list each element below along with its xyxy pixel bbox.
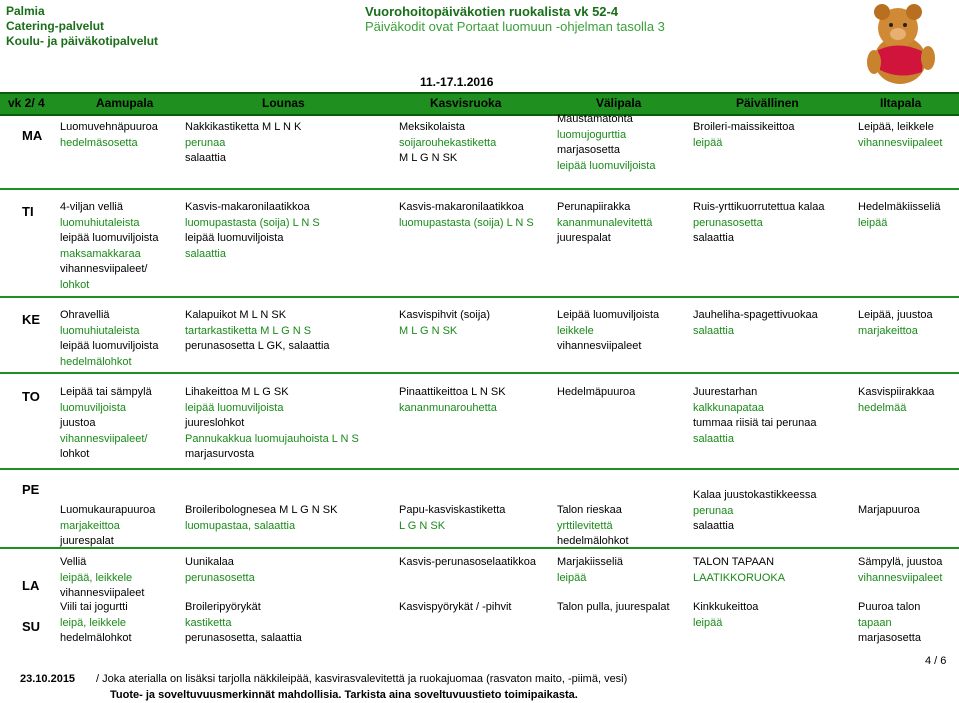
- menu-item: juurespalat: [60, 535, 114, 547]
- footer-disclaimer: Tuote- ja soveltuvuusmerkinnät mahdollisia. Tarkista aina soveltuvuustieto toimipaikasta.: [110, 689, 578, 701]
- menu-item: marjasosetta: [858, 632, 921, 644]
- menu-cell-paivallinen: [693, 120, 794, 151]
- menu-item: Talon rieskaa: [557, 504, 622, 516]
- menu-item: Juurestarhan: [693, 386, 758, 398]
- menu-item: hedelmälohkot: [557, 535, 629, 547]
- menu-item: kastiketta: [185, 616, 232, 629]
- menu-item: leipää luomuviljoista: [557, 159, 656, 172]
- menu-item: vihannesviipaleet/: [60, 263, 148, 275]
- menu-cell-lounas: [185, 120, 301, 167]
- menu-cell-aamupala: [60, 385, 152, 463]
- menu-item: marjasosetta: [557, 144, 620, 156]
- menu-item: vihannesviipaleet/: [60, 432, 148, 445]
- menu-cell-paivallinen: [693, 308, 818, 339]
- menu-item: Ruis-yrttikuorrutettua kalaa: [693, 201, 825, 213]
- menu-cell-kasvis: [399, 600, 511, 616]
- page-number: 4 / 6: [925, 655, 947, 667]
- menu-cell-kasvis: [399, 555, 536, 571]
- col-iltapala: Iltapala: [880, 96, 922, 110]
- menu-cell-paivallinen: [693, 488, 817, 535]
- row-divider: [0, 296, 959, 298]
- menu-item: marjakeittoa: [60, 519, 120, 532]
- menu-item: leipä, leikkele: [60, 616, 127, 629]
- menu-item: salaattia: [693, 232, 734, 244]
- menu-item: Kasvispyörykät / -pihvit: [399, 601, 512, 613]
- menu-item: Kasvis-makaronilaatikkoa: [185, 201, 310, 213]
- col-paivallinen: Päivällinen: [736, 96, 799, 110]
- menu-item: salaattia: [693, 324, 734, 337]
- menu-cell-iltapala: [858, 503, 920, 519]
- menu-item: M L G N SK: [399, 324, 458, 337]
- menu-cell-lounas: [185, 385, 359, 463]
- menu-item: Kasvis-makaronilaatikkoa: [399, 201, 524, 213]
- menu-item: salaattia: [185, 247, 226, 260]
- menu-item: Leipää luomuviljoista: [557, 309, 660, 321]
- menu-item: Broileripyörykät: [185, 601, 261, 613]
- header-title-block: [365, 4, 665, 34]
- header-org: [6, 4, 158, 49]
- menu-item: perunasosetta, salaattia: [185, 632, 302, 644]
- menu-item: Meksikolaista: [399, 121, 466, 133]
- menu-item: luomuhiutaleista: [60, 216, 140, 229]
- menu-item: luomuviljoista: [60, 401, 127, 414]
- menu-item: Leipää, leikkele: [858, 121, 934, 133]
- menu-item: hedelmää: [858, 401, 907, 414]
- menu-cell-iltapala: [858, 120, 942, 151]
- menu-item: perunasosetta L GK, salaattia: [185, 340, 330, 352]
- menu-cell-kasvis: [399, 503, 505, 534]
- menu-item: kalkkunapataa: [693, 401, 764, 414]
- org-name: Palmia: [6, 4, 45, 18]
- menu-cell-paivallinen: [693, 200, 824, 247]
- menu-item: Kalaa juustokastikkeessa: [693, 489, 817, 501]
- menu-item: Jauheliha-spagettivuokaa: [693, 309, 818, 321]
- menu-cell-valipala: [557, 308, 659, 355]
- menu-item: marjasurvosta: [185, 448, 255, 460]
- menu-item: kananmunarouhetta: [399, 401, 497, 414]
- menu-cell-valipala: [557, 385, 635, 401]
- menu-item: Broileribolognesea M L G N SK: [185, 504, 338, 516]
- menu-cell-iltapala: [858, 555, 942, 586]
- menu-cell-kasvis: [399, 120, 496, 167]
- footer-date: 23.10.2015: [20, 673, 76, 685]
- menu-cell-lounas: [185, 600, 302, 647]
- org-unit: Koulu- ja päiväkotipalvelut: [6, 34, 159, 48]
- menu-cell-iltapala: [858, 385, 934, 416]
- menu-item: marjakeittoa: [858, 324, 918, 337]
- menu-cell-aamupala: [60, 555, 144, 602]
- menu-cell-paivallinen: [693, 385, 817, 447]
- menu-cell-valipala: [557, 503, 629, 550]
- menu-item: tartarkastiketta M L G N S: [185, 324, 312, 337]
- menu-cell-paivallinen: [693, 600, 758, 631]
- menu-item: juurespalat: [557, 232, 611, 244]
- menu-item: M L G N SK: [399, 152, 458, 164]
- menu-cell-paivallinen: [693, 555, 785, 586]
- menu-item: Kasvispihvit (soija): [399, 309, 491, 321]
- col-valipala: Välipala: [596, 96, 642, 110]
- menu-cell-iltapala: [858, 200, 941, 231]
- menu-item: Puuroa talon: [858, 601, 921, 613]
- menu-item: Sämpylä, juustoa: [858, 556, 943, 568]
- menu-item: Luomukaurapuuroa: [60, 504, 156, 516]
- menu-item: luomupastasta (soija) L N S: [185, 216, 320, 229]
- menu-item: perunaa: [693, 504, 734, 517]
- menu-item: lohkot: [60, 278, 90, 291]
- menu-cell-aamupala: [60, 503, 155, 550]
- column-header-row: [0, 92, 959, 116]
- menu-item: soijarouhekastiketta: [399, 136, 497, 149]
- row-divider: [0, 372, 959, 374]
- menu-item: Viili tai jogurtti: [60, 601, 128, 613]
- menu-item: hedelmälohkot: [60, 355, 132, 368]
- menu-item: Papu-kasviskastiketta: [399, 504, 506, 516]
- menu-item: salaattia: [185, 152, 226, 164]
- menu-item: luomuhiutaleista: [60, 324, 140, 337]
- menu-cell-valipala: [557, 600, 670, 616]
- menu-cell-lounas: [185, 555, 255, 586]
- row-divider: [0, 188, 959, 190]
- menu-cell-aamupala: [60, 200, 158, 293]
- menu-item: vihannesviipaleet: [858, 136, 943, 149]
- menu-item: Pannukakkua luomujauhoista L N S: [185, 432, 359, 445]
- menu-item: leipää luomuviljoista: [185, 232, 284, 244]
- menu-item: leipää: [693, 616, 723, 629]
- footer-note: / Joka aterialla on lisäksi tarjolla näkkileipää, kasvirasvalevitettä ja ruokajuomaa (rasvaton maito, -piimä, vesi): [96, 673, 628, 685]
- day-label: PE: [22, 482, 40, 497]
- menu-item: luomupastasta (soija) L N S: [399, 216, 534, 229]
- menu-item: luomupastaa, salaattia: [185, 519, 296, 532]
- menu-item: salaattia: [693, 432, 734, 445]
- day-label: KE: [22, 312, 41, 327]
- menu-item: Nakkikastiketta M L N K: [185, 121, 302, 133]
- menu-item: Talon pulla, juurespalat: [557, 601, 670, 613]
- org-division: Catering-palvelut: [6, 19, 105, 33]
- menu-item: luomujogurttia: [557, 128, 627, 141]
- col-week: vk 2/ 4: [8, 96, 45, 110]
- menu-item: kananmunalevitettä: [557, 216, 653, 229]
- menu-item: Perunapiirakka: [557, 201, 631, 213]
- row-divider: [0, 468, 959, 470]
- menu-item: leipää, leikkele: [60, 571, 133, 584]
- menu-item: leikkele: [557, 324, 594, 337]
- menu-item: lohkot: [60, 448, 90, 460]
- menu-cell-lounas: [185, 200, 320, 262]
- day-label: TI: [22, 204, 34, 219]
- menu-item: hedelmäsosetta: [60, 136, 138, 149]
- menu-item: Kasvis-perunasoselaatikkoa: [399, 556, 536, 568]
- menu-item: leipää: [693, 136, 723, 149]
- menu-item: leipää: [858, 216, 888, 229]
- day-label: LA: [22, 578, 40, 593]
- menu-cell-valipala: [557, 555, 623, 586]
- menu-item: Lihakeittoa M L G SK: [185, 386, 289, 398]
- menu-item: Kasvispiirakkaa: [858, 386, 935, 398]
- menu-cell-lounas: [185, 503, 337, 534]
- menu-item: perunasosetta: [693, 216, 763, 229]
- menu-item: Leipää, juustoa: [858, 309, 933, 321]
- menu-item: leipää luomuviljoista: [60, 340, 159, 352]
- menu-cell-kasvis: [399, 200, 534, 231]
- menu-item: Pinaattikeittoa L N SK: [399, 386, 506, 398]
- menu-cell-iltapala: [858, 600, 921, 647]
- menu-cell-iltapala: [858, 308, 933, 339]
- menu-item: Marjakiisseliä: [557, 556, 624, 568]
- menu-item: Uunikalaa: [185, 556, 234, 568]
- day-label: SU: [22, 619, 41, 634]
- day-label: MA: [22, 128, 43, 143]
- menu-item: Luomuvehnäpuuroa: [60, 121, 158, 133]
- menu-item: leipää luomuviljoista: [185, 401, 284, 414]
- teddy-bear-icon: [838, 0, 958, 90]
- menu-cell-kasvis: [399, 385, 506, 416]
- menu-item: leipää: [557, 571, 587, 584]
- menu-item: juustoa: [60, 417, 96, 429]
- menu-item: Maustamatonta: [557, 113, 633, 125]
- menu-item: vihannesviipaleet: [60, 587, 145, 599]
- col-kasvisruoka: Kasvisruoka: [430, 96, 502, 110]
- menu-item: perunasosetta: [185, 571, 255, 584]
- page-title: Vuorohoitopäiväkotien ruokalista vk 52-4: [365, 4, 619, 19]
- menu-item: tapaan: [858, 616, 892, 629]
- menu-item: Velliä: [60, 556, 87, 568]
- menu-item: TALON TAPAAN: [693, 556, 775, 568]
- menu-cell-valipala: [557, 200, 652, 247]
- menu-item: salaattia: [693, 520, 734, 532]
- menu-item: perunaa: [185, 136, 226, 149]
- menu-item: L G N SK: [399, 519, 446, 532]
- menu-item: leipää luomuviljoista: [60, 232, 159, 244]
- menu-item: juureslohkot: [185, 417, 245, 429]
- col-aamupala: Aamupala: [96, 96, 154, 110]
- menu-item: Leipää tai sämpylä: [60, 386, 152, 398]
- menu-cell-aamupala: [60, 600, 132, 647]
- menu-item: Ohravelliä: [60, 309, 110, 321]
- menu-item: Hedelmäpuuroa: [557, 386, 636, 398]
- menu-item: maksamakkaraa: [60, 247, 141, 260]
- date-range: 11.-17.1.2016: [420, 75, 494, 89]
- menu-item: yrttilevitettä: [557, 519, 613, 532]
- menu-cell-aamupala: [60, 120, 158, 151]
- menu-item: 4-viljan velliä: [60, 201, 123, 213]
- menu-cell-valipala: [557, 112, 655, 174]
- day-label: TO: [22, 389, 40, 404]
- menu-cell-lounas: [185, 308, 330, 355]
- menu-cell-aamupala: [60, 308, 158, 370]
- menu-item: Hedelmäkiisseliä: [858, 201, 941, 213]
- menu-item: hedelmälohkot: [60, 632, 132, 644]
- col-lounas: Lounas: [262, 96, 305, 110]
- menu-item: Broileri-maissikeittoa: [693, 121, 795, 133]
- menu-item: Kalapuikot M L N SK: [185, 309, 287, 321]
- menu-cell-kasvis: [399, 308, 490, 339]
- menu-item: Marjapuuroa: [858, 504, 920, 516]
- page-subtitle: Päiväkodit ovat Portaat luomuun -ohjelman tasolla 3: [365, 19, 665, 34]
- menu-item: vihannesviipaleet: [858, 571, 943, 584]
- menu-item: Kinkkukeittoa: [693, 601, 759, 613]
- menu-item: vihannesviipaleet: [557, 340, 642, 352]
- menu-item: tummaa riisiä tai perunaa: [693, 417, 817, 429]
- menu-item: LAATIKKORUOKA: [693, 571, 786, 584]
